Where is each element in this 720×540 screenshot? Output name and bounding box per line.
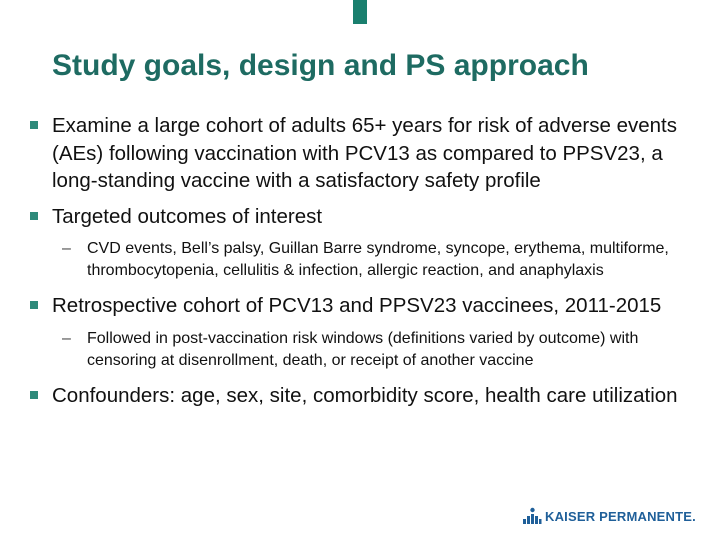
bullet-3 bbox=[30, 292, 700, 320]
bullet-4-text: Confounders: age, sex, site, comorbidity score, health care utilization bbox=[52, 383, 678, 407]
bullet-square-icon bbox=[30, 121, 38, 129]
bullet-1-text: Examine a large cohort of adults 65+ years for risk of adverse events (AEs) following vaccination with PCV13 as compared to PPSV23, a long-standing vaccine with a satisfactory safety profile bbox=[52, 114, 677, 192]
bullet-1 bbox=[30, 112, 700, 195]
slide-content bbox=[30, 112, 700, 417]
sub-bullet-2 bbox=[30, 238, 700, 282]
slide-title: Study goals, design and PS approach bbox=[52, 49, 589, 82]
dash-icon: – bbox=[62, 329, 71, 347]
bullet-4 bbox=[30, 382, 700, 410]
sub-bullet-3-text: Followed in post-vaccination risk windows (definitions varied by outcome) with censoring at disenrollment, death, or receipt of another vaccine bbox=[87, 329, 639, 369]
bullet-3-text: Retrospective cohort of PCV13 and PPSV23 vaccinees, 2011-2015 bbox=[52, 294, 662, 317]
top-accent-bar bbox=[353, 0, 367, 24]
dash-icon: – bbox=[62, 240, 71, 257]
kaiser-permanente-logo bbox=[522, 506, 700, 526]
kaiser-permanente-logo-icon bbox=[522, 507, 542, 525]
logo-registered-mark: . bbox=[692, 508, 696, 524]
sub-bullet-3 bbox=[30, 328, 700, 372]
logo-text: KAISER PERMANENTE bbox=[545, 508, 693, 524]
bullet-2-text: Targeted outcomes of interest bbox=[52, 204, 323, 228]
sub-bullet-2-text: CVD events, Bell’s palsy, Guillan Barre syndrome, syncope, erythema, multiforme, thrombocytopenia, cellulitis & infection, allergic reaction, and anaphylaxis bbox=[87, 240, 669, 279]
bullet-square-icon bbox=[30, 301, 38, 309]
bullet-2 bbox=[30, 203, 700, 231]
bullet-square-icon bbox=[30, 391, 38, 399]
bullet-square-icon bbox=[30, 212, 38, 220]
